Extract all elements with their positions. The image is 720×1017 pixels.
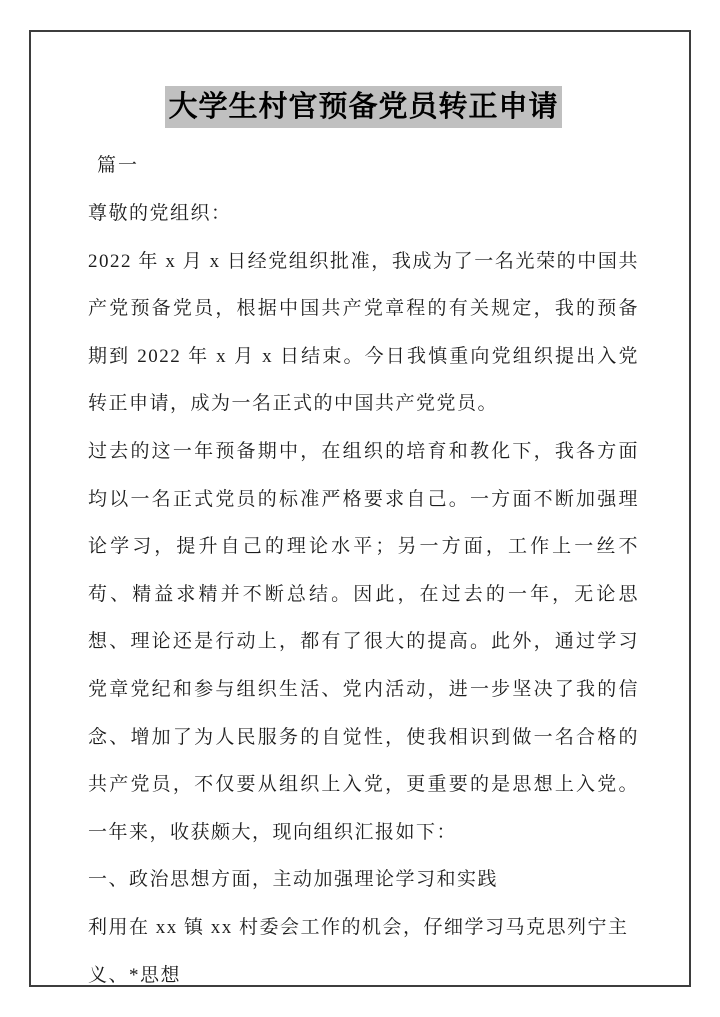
paragraph-1: 2022 年 x 月 x 日经党组织批准，我成为了一名光荣的中国共产党预备党员，根据中国共产党章程的有关规定，我的预备期到 2022 年 x 月 x 日结束。今日我慎重向党组织提出入党转正申请，成为一名正式的中国共产党党员。 [88,250,639,415]
salutation: 尊敬的党组织： [88,203,232,224]
paragraph-3-heading: 一、政治思想方面，主动加强理论学习和实践 [88,869,499,891]
title-row [88,86,639,128]
document-title: 大学生村官预备党员转正申请 [165,86,561,128]
paragraph-2: 过去的这一年预备期中，在组织的培育和教化下，我各方面均以一名正式党员的标准严格要求自己。一方面不断加强理论学习，提升自己的理论水平；另一方面，工作上一丝不苟、精益求精并不断总结。因此，在过去的一年，无论思想、理论还是行动上，都有了很大的提高。此外，通过学习党章党纪和参与组织生活、党内活动，进一步坚决了我的信念、增加了为人民服务的自觉性，使我相识到做一名合格的共产党员，不仅要从组织上入党，更重要的是思想上入党。一年来，收获颇大，现向组织汇报如下： [88,440,639,843]
document-page [29,30,691,987]
paragraph-4: 利用在 xx 镇 xx 村委会工作的机会，仔细学习马克思列宁主义、*思想 [88,916,629,986]
section-label: 篇一 [97,155,140,176]
document-content [88,86,639,999]
